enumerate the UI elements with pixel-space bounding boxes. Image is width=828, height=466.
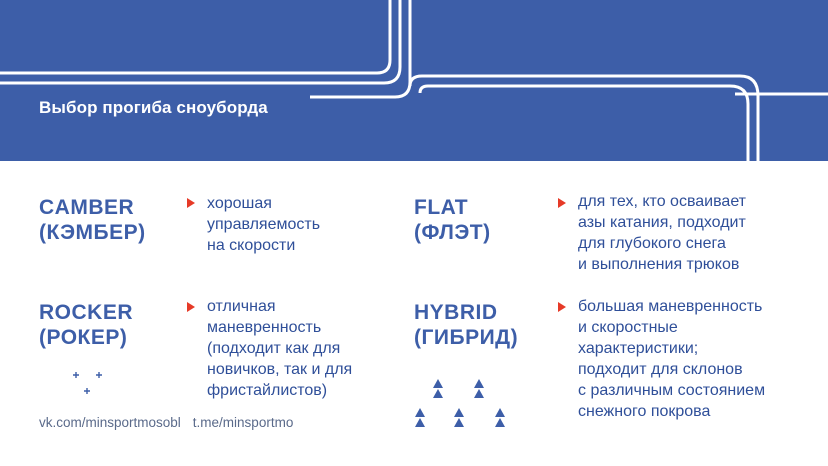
- description-line: на скорости: [207, 237, 296, 254]
- track-lines-decoration: [0, 0, 828, 161]
- description-line: для тех, кто осваивает: [578, 193, 747, 210]
- description-line: новичков, так и для: [207, 361, 353, 378]
- term-hybrid: [414, 300, 518, 350]
- term-rocker-translation: (РОКЕР): [39, 326, 128, 349]
- description-line: и выполнения трюков: [578, 256, 740, 273]
- triangle-up-icon: [495, 418, 505, 427]
- description-line: фристайлистов): [207, 382, 328, 399]
- description-line: управляемость: [207, 216, 321, 233]
- triangle-up-icon: [433, 389, 443, 398]
- plus-icon-cluster: [70, 368, 110, 398]
- triangle-up-icon: [415, 418, 425, 427]
- description-line: и скоростные: [578, 319, 678, 336]
- term-rocker-name: ROCKER: [39, 301, 134, 324]
- description-line: характеристики;: [578, 340, 699, 357]
- term-camber-translation: (КЭМБЕР): [39, 221, 146, 244]
- description-camber: [207, 193, 320, 256]
- triangle-up-icon-cluster: [410, 376, 515, 428]
- description-line: снежного покрова: [578, 403, 711, 420]
- term-hybrid-name: HYBRID: [414, 301, 498, 324]
- term-flat: [414, 195, 491, 245]
- description-line: с различным состоянием: [578, 382, 766, 399]
- description-hybrid: [578, 296, 765, 422]
- telegram-link[interactable]: t.me/minsportmo: [192, 415, 294, 430]
- plus-icon: [96, 372, 102, 378]
- triangle-up-icon: [454, 408, 464, 417]
- page-title: Выбор прогиба сноуборда: [39, 98, 268, 117]
- description-line: хорошая: [207, 195, 272, 212]
- triangle-up-icon: [454, 418, 464, 427]
- term-camber: [39, 195, 146, 245]
- triangle-up-icon: [474, 379, 484, 388]
- description-line: маневренность: [207, 319, 322, 336]
- term-flat-translation: (ФЛЭТ): [414, 221, 491, 244]
- header-banner: [0, 0, 828, 161]
- description-line: (подходит как для: [207, 340, 341, 357]
- description-line: для глубокого снега: [578, 235, 726, 252]
- description-line: азы катания, подходит: [578, 214, 746, 231]
- triangle-right-icon: [558, 198, 566, 208]
- term-camber-name: CAMBER: [39, 196, 135, 219]
- triangle-right-icon: [558, 302, 566, 312]
- triangle-right-icon: [187, 302, 195, 312]
- triangle-up-icon: [474, 389, 484, 398]
- description-line: отличная: [207, 298, 276, 315]
- footer-links: [39, 415, 293, 430]
- term-rocker: [39, 300, 133, 350]
- plus-icon: [73, 372, 79, 378]
- vk-link[interactable]: vk.com/minsportmosobl: [39, 415, 181, 430]
- triangle-up-icon: [433, 379, 443, 388]
- description-line: подходит для склонов: [578, 361, 743, 378]
- triangle-up-icon: [495, 408, 505, 417]
- description-line: большая маневренность: [578, 298, 763, 315]
- plus-icon: [84, 388, 90, 394]
- term-flat-name: FLAT: [414, 196, 469, 219]
- description-flat: [578, 191, 746, 275]
- term-hybrid-translation: (ГИБРИД): [414, 326, 519, 349]
- triangle-right-icon: [187, 198, 195, 208]
- description-rocker: [207, 296, 352, 401]
- triangle-up-icon: [415, 408, 425, 417]
